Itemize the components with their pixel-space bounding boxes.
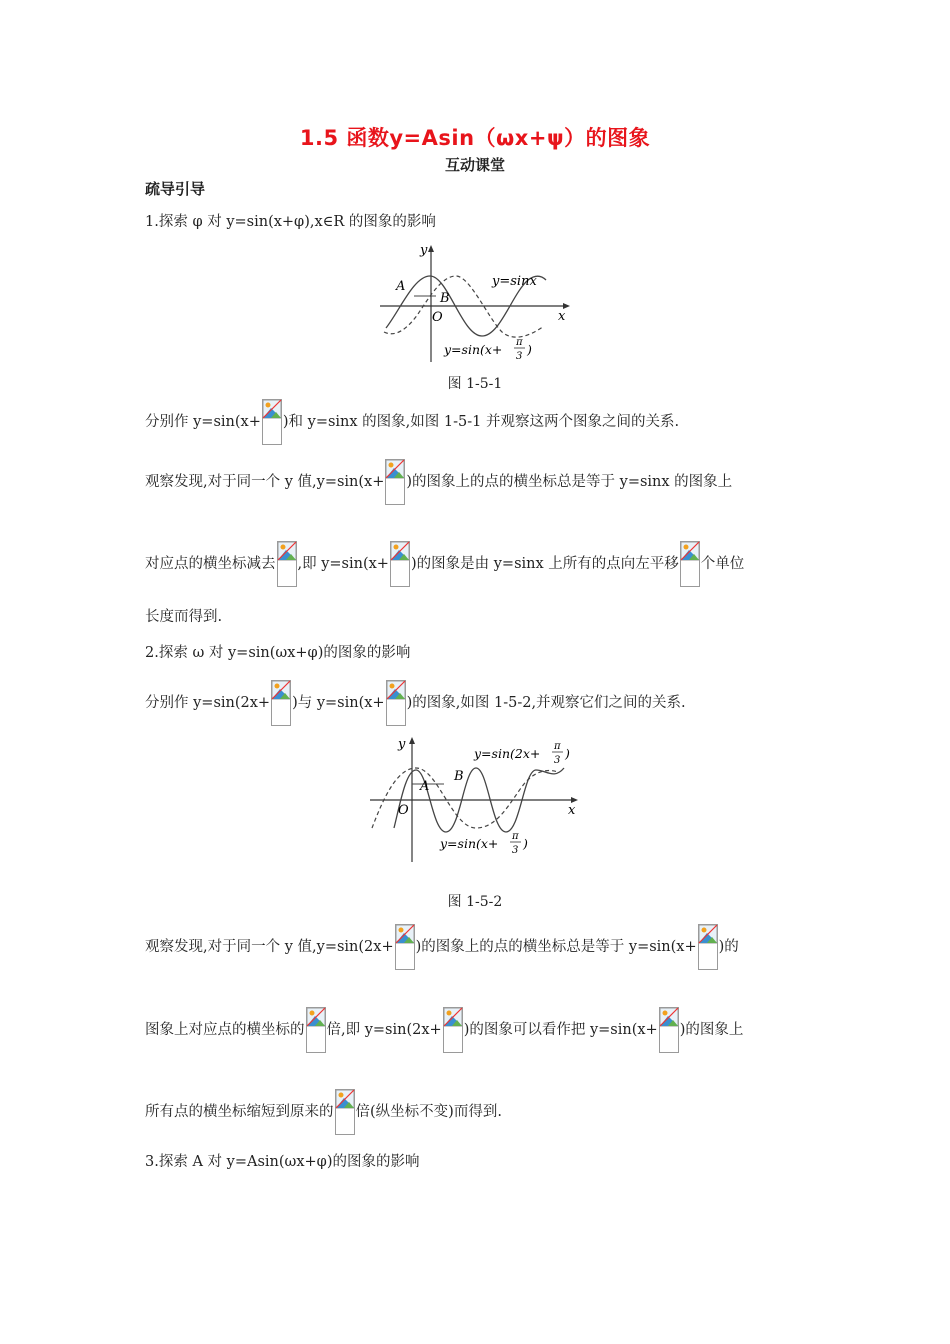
formula-image-placeholder (277, 541, 297, 587)
formula-image-placeholder (306, 1007, 326, 1053)
text: )的图象上的点的横坐标总是等于 y=sin(x+ (415, 939, 697, 955)
text: 观察发现,对于同一个 y 值,y=sin(2x+ (145, 939, 394, 955)
figure-1-5-1-caption: 图 1-5-1 (447, 376, 503, 392)
text: )的 (718, 939, 739, 955)
curve-shifted-label: y=sin(x+ (444, 342, 503, 357)
paragraph-7 (145, 1005, 743, 1055)
curve-sin-x-shifted (372, 768, 558, 828)
pi-numerator: π (516, 337, 523, 348)
formula-image-placeholder (390, 541, 410, 587)
text: 倍(纵坐标不变)而得到. (355, 1104, 502, 1120)
text: 分别作 y=sin(2x+ (145, 695, 271, 711)
page-subtitle: 互动课堂 (444, 156, 505, 174)
x-axis-label: x (558, 309, 566, 324)
text: )的图象是由 y=sinx 上所有的点向左平移 (410, 556, 679, 572)
x-axis-label: x (568, 803, 576, 818)
broken-image-icon (395, 924, 415, 944)
point-a-label: A (396, 279, 406, 294)
broken-image-icon (659, 1007, 679, 1027)
bottom-pi: π (512, 831, 519, 842)
text: )的图象,如图 1-5-2,并观察它们之间的关系. (406, 695, 686, 711)
top-curve-label: y=sin(2x+ (474, 746, 541, 761)
curve-sinx-label: y=sinx (492, 274, 537, 289)
origin-label: O (398, 803, 409, 818)
formula-image-placeholder (385, 459, 405, 505)
origin-label: O (432, 310, 443, 325)
paragraph-8 (145, 1087, 502, 1137)
text: )与 y=sin(x+ (292, 695, 385, 711)
formula-image-placeholder (659, 1007, 679, 1053)
paragraph-4: 长度而得到. (145, 609, 223, 625)
text: 图象上对应点的横坐标的 (145, 1022, 305, 1038)
section-heading: 疏导引导 (145, 180, 206, 198)
three-denominator: 3 (516, 351, 523, 362)
broken-image-icon (386, 680, 406, 700)
formula-image-placeholder (395, 924, 415, 970)
text: )的图象上 (679, 1022, 744, 1038)
y-axis-arrow (409, 737, 415, 744)
bottom-three: 3 (512, 845, 519, 856)
broken-image-icon (680, 541, 700, 561)
figure-1-5-2 (368, 732, 584, 866)
text: )的图象上的点的横坐标总是等于 y=sinx 的图象上 (406, 474, 733, 490)
close-paren: ) (527, 342, 532, 357)
formula-image-placeholder (680, 541, 700, 587)
broken-image-icon (390, 541, 410, 561)
broken-image-icon (443, 1007, 463, 1027)
broken-image-icon (262, 399, 282, 419)
formula-image-placeholder (335, 1089, 355, 1135)
top-pi: π (554, 741, 561, 752)
figure-1-5-2-caption: 图 1-5-2 (447, 894, 503, 910)
paragraph-1 (145, 397, 679, 447)
text: 个单位 (700, 556, 745, 572)
formula-image-placeholder (262, 399, 282, 445)
point-a-label: A (420, 779, 430, 794)
formula-image-placeholder (386, 680, 406, 726)
broken-image-icon (271, 680, 291, 700)
broken-image-icon (335, 1089, 355, 1109)
text: ,即 y=sin(x+ (297, 556, 389, 572)
figure-1-5-1 (378, 240, 574, 366)
paragraph-6 (145, 922, 739, 972)
text: 观察发现,对于同一个 y 值,y=sin(x+ (145, 474, 385, 490)
formula-image-placeholder (443, 1007, 463, 1053)
y-axis-label: y (420, 243, 428, 258)
top-three: 3 (554, 755, 561, 766)
item-2-heading: 2.探索 ω 对 y=sin(ωx+φ)的图象的影响 (145, 645, 411, 661)
text: 对应点的横坐标减去 (145, 556, 276, 572)
bottom-close: ) (523, 836, 528, 851)
broken-image-icon (306, 1007, 326, 1027)
broken-image-icon (277, 541, 297, 561)
y-axis-arrow (428, 245, 434, 252)
paragraph-5 (145, 678, 686, 728)
broken-image-icon (385, 459, 405, 479)
text: 所有点的横坐标缩短到原来的 (145, 1104, 334, 1120)
text: 分别作 y=sin(x+ (145, 414, 261, 430)
text: )和 y=sinx 的图象,如图 1-5-1 并观察这两个图象之间的关系. (282, 414, 680, 430)
item-1-heading: 1.探索 φ 对 y=sin(x+φ),x∈R 的图象的影响 (145, 214, 436, 230)
formula-image-placeholder (271, 680, 291, 726)
y-axis-label: y (398, 737, 406, 752)
page-title: 1.5 函数y=Asin（ωx+ψ）的图象 (299, 126, 651, 150)
item-3-heading: 3.探索 A 对 y=Asin(ωx+φ)的图象的影响 (145, 1154, 420, 1170)
point-b-label: B (454, 769, 464, 784)
broken-image-icon (698, 924, 718, 944)
text: 倍,即 y=sin(2x+ (326, 1022, 442, 1038)
paragraph-3 (145, 539, 744, 589)
paragraph-2 (145, 457, 732, 507)
bottom-curve-label: y=sin(x+ (440, 836, 499, 851)
point-b-label: B (440, 291, 450, 306)
top-close: ) (565, 746, 570, 761)
formula-image-placeholder (698, 924, 718, 970)
text: )的图象可以看作把 y=sin(x+ (463, 1022, 658, 1038)
